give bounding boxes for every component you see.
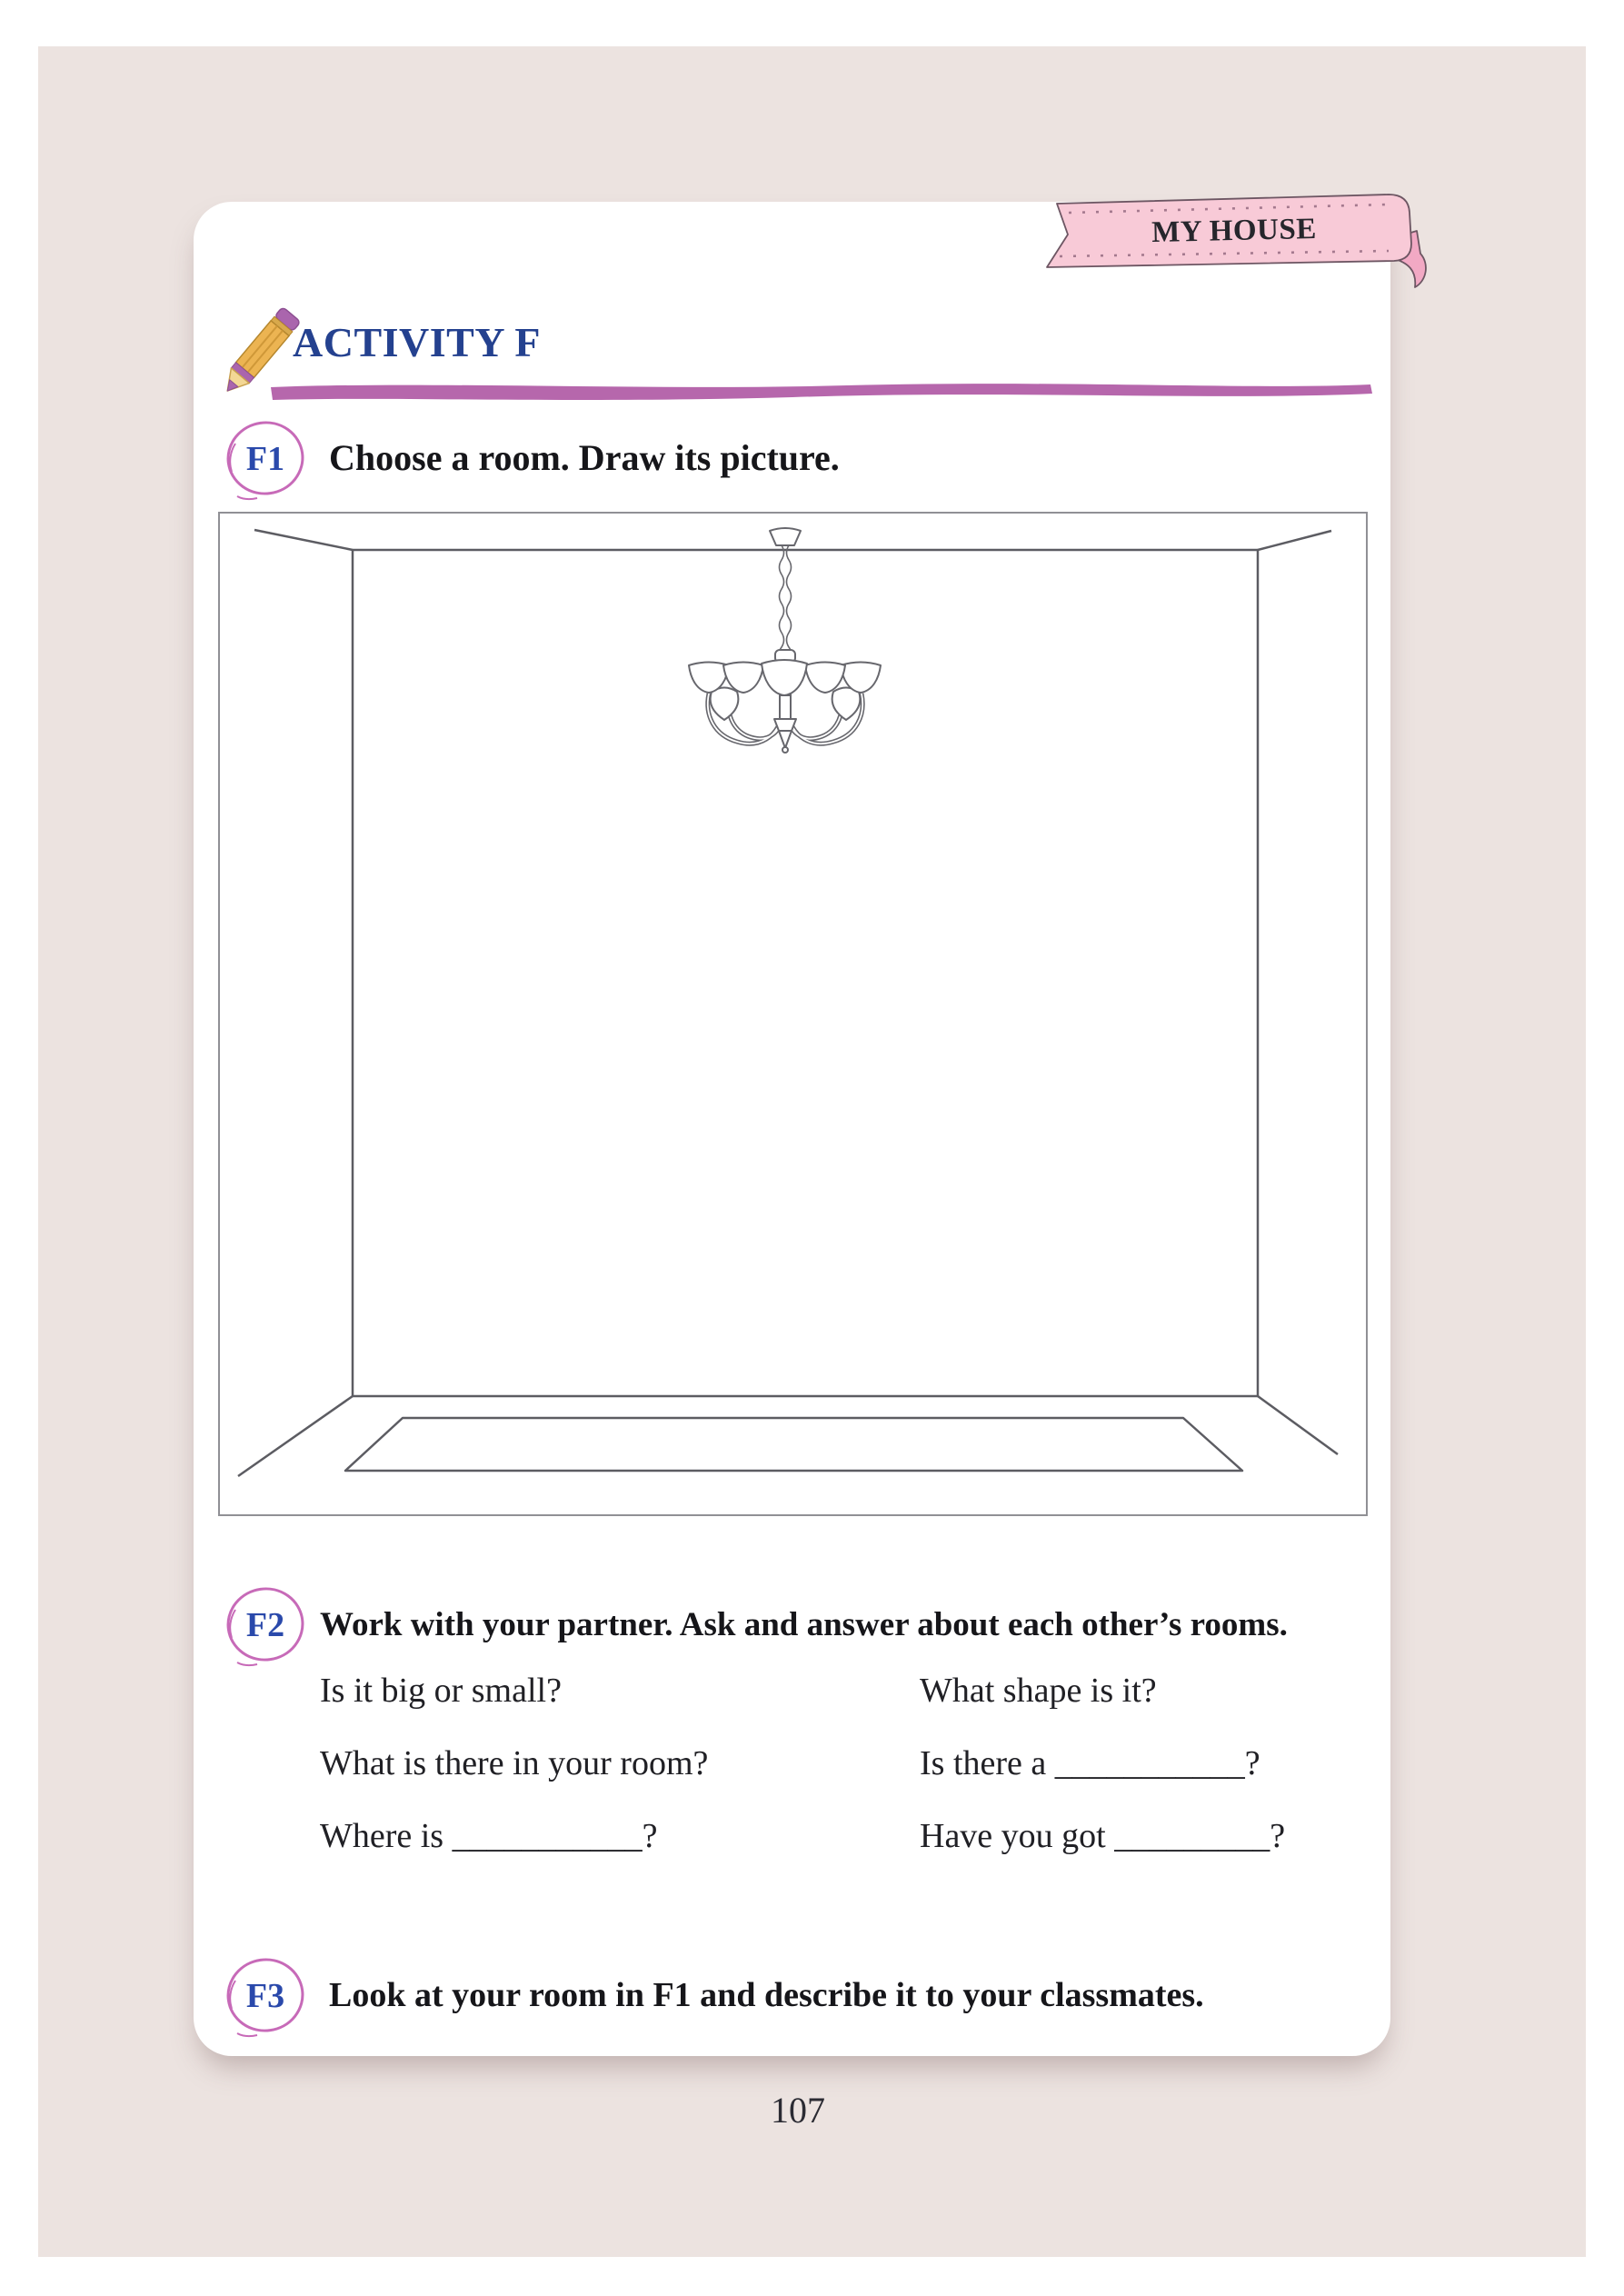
title-underline	[265, 376, 1376, 407]
task-text: Choose a room. Draw its picture.	[329, 437, 840, 478]
activity-title: ACTIVITY F	[293, 319, 541, 365]
badge-label: F3	[245, 1977, 285, 2015]
question-left-2: What is there in your room?	[320, 1744, 709, 1782]
question-left-3: Where is ___________?	[320, 1817, 658, 1855]
badge-label: F1	[245, 440, 285, 478]
question-left-1: Is it big or small?	[320, 1672, 562, 1710]
task-f3	[0, 1954, 1624, 2038]
task-text: Work with your partner. Ask and answer about each other’s rooms.	[320, 1606, 1288, 1643]
task-f1	[0, 417, 1624, 501]
page-number: 107	[771, 2090, 825, 2131]
badge-f1	[224, 417, 307, 501]
badge-f2	[224, 1583, 307, 1667]
question-right-3: Have you got _________?	[920, 1817, 1286, 1855]
badge-label: F2	[245, 1606, 285, 1644]
banner-label: MY HOUSE	[1151, 212, 1318, 249]
question-right-2: Is there a ___________?	[920, 1744, 1260, 1782]
task-f2	[0, 1583, 1624, 1667]
room-drawing-box	[218, 512, 1368, 1516]
task-text: Look at your room in F1 and describe it to your classmates.	[329, 1976, 1204, 2014]
badge-f3	[224, 1954, 307, 2038]
question-right-1: What shape is it?	[920, 1672, 1157, 1710]
